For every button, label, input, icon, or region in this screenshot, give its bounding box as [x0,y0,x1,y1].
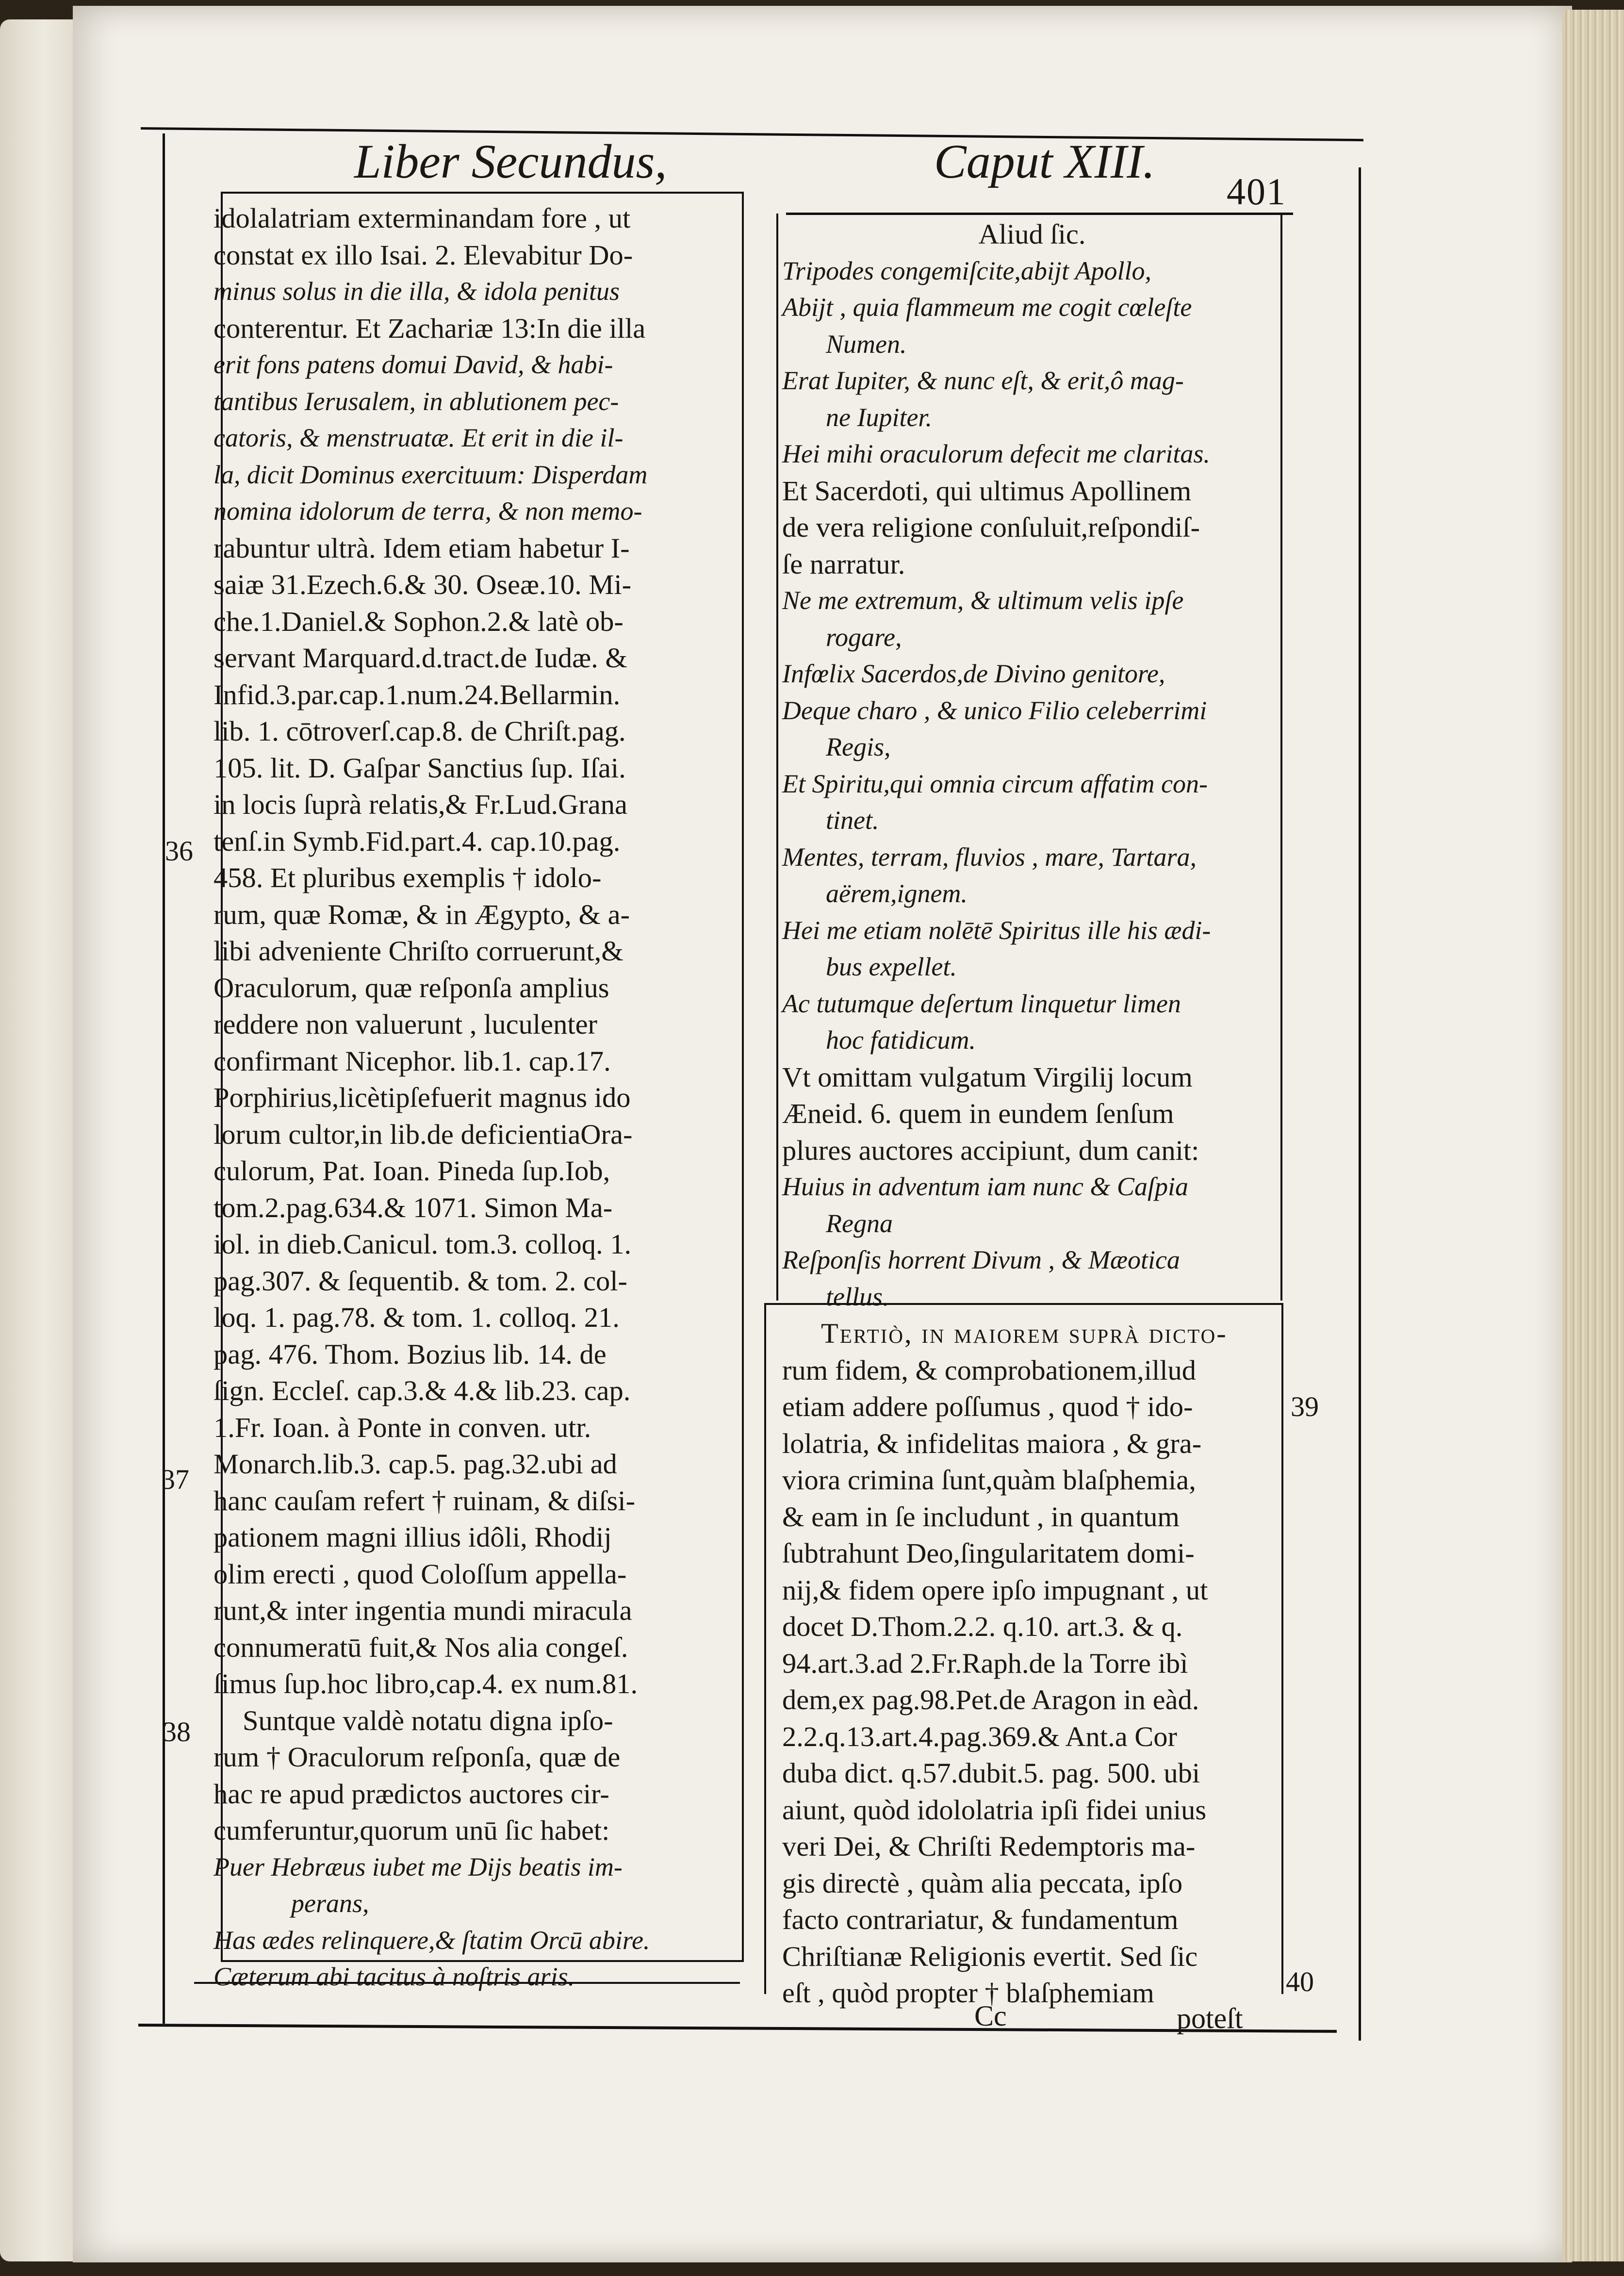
text-line: servant Marquard.d.tract.de Iudæ. & [213,642,627,674]
text-line: hanc cauſam refert † ruinam, & diſsi- [213,1484,636,1517]
text-line: & eam in ſe includunt , in quantum [782,1501,1180,1533]
text-line: tenſ.in Symb.Fid.part.4. cap.10.pag. [213,825,621,857]
verse-line: tellus. [826,1282,889,1311]
text-line: lorum cultor,in lib.de deficientiaOra- [213,1118,633,1150]
right-text-column [782,216,1282,2012]
verse-line: Mentes, terram, fluvios , mare, Tartara, [782,842,1197,872]
margin-number: 40 [1286,1966,1314,1997]
text-line: 2.2.q.13.art.4.pag.369.& Ant.a Cor [782,1720,1178,1752]
running-head-right: Caput XIII. [934,134,1155,188]
text-line: Suntque valdè notatu digna ipſo- [243,1704,613,1736]
text-line: ſe narratur. [782,548,905,580]
text-line: Infid.3.par.cap.1.num.24.Bellarmin. [213,678,621,710]
text-line: constat ex illo Isai. 2. Elevabitur Do- [213,239,633,271]
text-line: Porphirius,licètipſefuerit magnus ido [213,1082,631,1113]
text-line: Chriſtianæ Religionis evertit. Sed ſic [782,1940,1198,1972]
text-line: plures auctores accipiunt, dum canit: [782,1134,1199,1166]
left-page-edge [0,19,73,2261]
page-block-edge [1562,10,1624,2261]
text-line: pationem magni illius idôli, Rhodij [213,1521,612,1553]
text-line: rum † Oraculorum reſponſa, quæ de [213,1741,621,1773]
left-text-column [213,200,738,1996]
text-line: catoris, & menstruatæ. Et erit in die il- [213,423,623,452]
text-line: connumeratū fuit,& Nos alia congeſ. [213,1631,628,1663]
verse-line: Erat Iupiter, & nunc eſt, & erit,ô mag- [782,366,1184,395]
page-number: 401 [1227,170,1286,213]
verse-line: Numen. [826,329,907,359]
text-line: la, dicit Dominus exercituum: Disperdam [213,460,648,489]
text-line: lib. 1. cōtroverſ.cap.8. de Chriſt.pag. [213,715,626,747]
text-line: 458. Et pluribus exemplis † idolo- [213,862,602,893]
verse-line: Et Spiritu,qui omnia circum affatim con- [782,769,1208,798]
running-head-left: Liber Secundus, [354,134,667,188]
verse-line: Tripodes congemiſcite,abijt Apollo, [782,256,1151,285]
text-line: ſign. Eccleſ. cap.3.& 4.& lib.23. cap. [213,1375,631,1406]
text-line: iol. in dieb.Canicul. tom.3. colloq. 1. [213,1228,632,1260]
text-line: idolalatriam exterminandam fore , ut [213,202,631,234]
text-line: de vera religione conſuluit,reſpondiſ- [782,511,1200,543]
verse-line: Infœlix Sacerdos,de Divino genitore, [782,659,1165,688]
text-line: ſimus ſup.hoc libro,cap.4. ex num.81. [213,1668,638,1699]
text-line: nij,& fidem opere ipſo impugnant , ut [782,1574,1208,1606]
frame-right-rule [1359,167,1361,2041]
verse-line: Regis, [826,732,891,761]
margin-number: 36 [165,835,193,867]
signature-mark: Cc [974,2000,1007,2032]
text-line: Et Sacerdoti, qui ultimus Apollinem [782,475,1192,507]
text-line: Monarch.lib.3. cap.5. pag.32.ubi ad [213,1448,617,1480]
margin-number: 39 [1291,1391,1319,1422]
text-line: dem,ex pag.98.Pet.de Aragon in eàd. [782,1684,1199,1715]
text-line: pag. 476. Thom. Bozius lib. 14. de [213,1338,607,1370]
text-line: veri Dei, & Chriſti Redemptoris ma- [782,1831,1196,1862]
text-line: lolatria, & infidelitas maiora , & gra- [782,1427,1202,1459]
verse-line: Abijt , quia flammeum me cogit cœleſte [782,293,1192,322]
text-line: cumferuntur,quorum unū ſic habet: [213,1814,610,1846]
verse-line: Puer Hebræus iubet me Dijs beatis im- [213,1852,623,1881]
text-line: Aliud ſic. [978,218,1086,250]
verse-line: tinet. [826,806,879,835]
text-line: facto contrariatur, & fundamentum [782,1904,1179,1935]
text-line: saiæ 31.Ezech.6.& 30. Oseæ.10. Mi- [213,569,632,600]
text-line: aiunt, quòd idololatria ipſi fidei unius [782,1794,1207,1826]
verse-line: Reſponſis horrent Divum , & Mæotica [782,1245,1180,1274]
text-line: Tertiò, in maiorem ſuprà dicto- [821,1318,1228,1349]
text-line: Oraculorum, quæ reſponſa amplius [213,972,609,1004]
catchword: poteſt [1177,2002,1243,2034]
text-line: viora crimina ſunt,quàm blaſphemia, [782,1464,1196,1496]
text-line: runt,& inter ingentia mundi miracula [213,1595,632,1626]
text-line: reddere non valuerunt , luculenter [213,1008,598,1040]
text-line: confirmant Nicephor. lib.1. cap.17. [213,1045,611,1077]
verse-line: aërem,ignem. [826,879,968,908]
text-line: minus solus in die illa, & idola penitus [213,277,620,306]
verse-line: perans, [291,1889,369,1918]
text-line: gis directè , quàm alia peccata, ipſo [782,1867,1183,1899]
margin-number: 38 [163,1716,191,1748]
verse-line: Huius in adventum iam nunc & Caſpia [782,1172,1188,1201]
text-line: rum, quæ Romæ, & in Ægypto, & a- [213,898,630,930]
text-line: tom.2.pag.634.& 1071. Simon Ma- [213,1191,613,1223]
text-line: nomina idolorum de terra, & non memo- [213,496,642,526]
text-line: 1.Fr. Ioan. à Ponte in conven. utr. [213,1411,591,1443]
text-line: rum fidem, & comprobationem,illud [782,1354,1196,1386]
verse-line: Ac tutumque deſertum linquetur limen [782,989,1181,1018]
text-line: culorum, Pat. Ioan. Pineda ſup.Iob, [213,1155,610,1187]
text-line: conterentur. Et Zachariæ 13:In die illa [213,312,646,344]
verse-line: rogare, [826,622,902,652]
text-line: Æneid. 6. quem in eundem ſenſum [782,1098,1174,1129]
verse-line: ne Iupiter. [826,402,932,432]
verse-line: Cæterum abi tacitus à noſtris aris. [213,1962,575,1991]
verse-line: Has ædes relinquere,& ſtatim Orcū abire. [213,1925,650,1955]
text-line: olim erecti , quod Coloſſum appella- [213,1558,627,1590]
verse-line: bus expellet. [826,952,957,981]
text-line: duba dict. q.57.dubit.5. pag. 500. ubi [782,1757,1200,1789]
text-line: libi adveniente Chriſto corruerunt,& [213,935,623,967]
text-line: eſt , quòd propter † blaſphemiam [782,1977,1154,2009]
text-line: rabuntur ultrà. Idem etiam habetur I- [213,532,630,564]
text-line: tantibus Ierusalem, in ablutionem pec- [213,386,619,416]
text-line: loq. 1. pag.78. & tom. 1. colloq. 21. [213,1302,620,1333]
text-line: etiam addere poſſumus , quod † ido- [782,1391,1193,1422]
text-line: 94.art.3.ad 2.Fr.Raph.de la Torre ibì [782,1647,1188,1679]
verse-line: Deque charo , & unico Filio celeberrimi [782,695,1207,725]
margin-number: 37 [161,1464,189,1495]
verse-line: Regna [826,1208,893,1238]
text-line: docet D.Thom.2.2. q.10. art.3. & q. [782,1611,1183,1642]
text-line: ſubtrahunt Deo,ſingularitatem domi- [782,1537,1195,1569]
verse-line: hoc fatidicum. [826,1025,976,1055]
text-line: Vt omittam vulgatum Virgilij locum [782,1061,1193,1093]
verse-line: Hei me etiam nolētē Spiritus ille his ædi- [782,915,1211,945]
text-line: in locis ſuprà relatis,& Fr.Lud.Grana [213,789,627,820]
verse-line: Hei mihi oraculorum defecit me claritas. [782,439,1210,468]
text-line: hac re apud prædictos auctores cir- [213,1778,609,1810]
text-line: 105. lit. D. Gaſpar Sanctius ſup. Iſai. [213,752,626,784]
text-line: pag.307. & ſequentib. & tom. 2. col- [213,1265,627,1297]
verse-line: Ne me extremum, & ultimum velis ipſe [782,586,1184,615]
text-line: che.1.Daniel.& Sophon.2.& latè ob- [213,605,623,637]
text-line: erit fons patens domui David, & habi- [213,350,613,379]
